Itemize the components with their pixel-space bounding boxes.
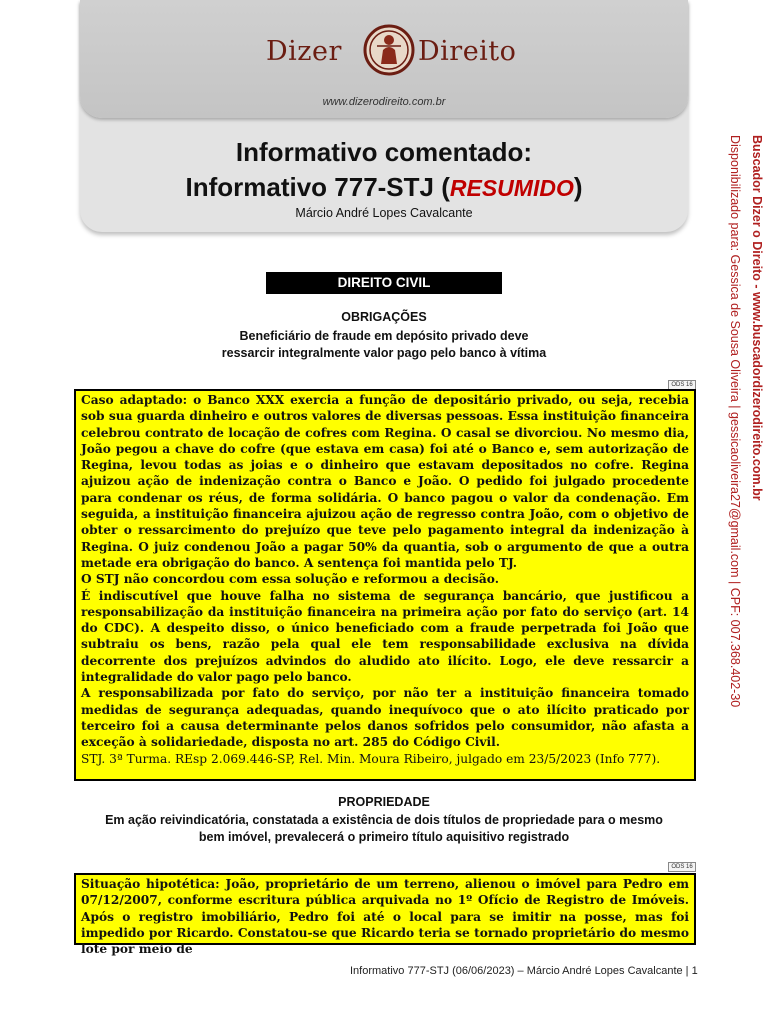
- topic-subtitle-line1: Em ação reivindicatória, constatada a existência de dois títulos de propriedade para o mesmo: [105, 813, 663, 827]
- page-title-line2: [80, 172, 688, 203]
- logo-emblem-icon: [363, 24, 415, 76]
- topic-subtitle-line1: Beneficiário de fraude em depósito privado deve: [239, 329, 529, 343]
- page-footer: Informativo 777-STJ (06/06/2023) – Márcio André Lopes Cavalcante | 1: [350, 965, 698, 977]
- ods-badge: ODS 16: [668, 380, 696, 390]
- title-resumido: RESUMIDO: [449, 175, 574, 201]
- side-watermark-line1: Buscador Dizer o Direito - www.buscadordizerodireito.com.br: [750, 135, 764, 501]
- topic-subtitle-line2: ressarcir integralmente valor pago pelo banco à vítima: [221, 346, 547, 360]
- page-title-line1: Informativo comentado:: [235, 137, 533, 167]
- case-box-obrigacoes: [74, 389, 696, 781]
- topic-title-obrigacoes: OBRIGAÇÕES: [341, 310, 427, 324]
- case-box-propriedade: [74, 873, 696, 957]
- case-paragraph: O STJ não concordou com essa solução e reformou a decisão.: [81, 572, 499, 587]
- author-name: Márcio André Lopes Cavalcante: [295, 206, 473, 220]
- logo-text-left: Dizer: [266, 36, 342, 67]
- title-main: Informativo 777-STJ (: [185, 172, 450, 202]
- ods-badge: ODS 16: [668, 862, 696, 872]
- topic-subtitle-line2: bem imóvel, prevalecerá o primeiro título aquisitivo registrado: [198, 830, 570, 844]
- case-paragraph: Caso adaptado: o Banco XXX exercia a função de depositário privado, ou seja, recebia sob sua guarda dinheiro e outros valores de diversas pessoas. Essa instituição financeira celebrou contrato de locação de cofres com Regina. O casal se divorciou. No mesmo dia, João pegou a chave do cofre (que estava em casa) foi até o Banco e, sem autorização de Regina, levou todas as joias e o dinheiro que estavam depositados no cofre. Regina ajuizou ação de indenização contra o Banco e João. O pedido foi julgado procedente para condenar os réus, de forma solidária. O banco pagou o valor da condenação. Em seguida, a instituição financeira ajuizou ação de regresso contra João, com o objetivo de obter o ressarcimento do prejuízo que teve pelo pagamento integral da indenização à Regina. O juiz condenou João a pagar 50% da quantia, sob o argumento de que a outra metade era obrigação do banco. A sentença foi mantida pelo TJ.: [81, 393, 689, 570]
- side-watermark-line2: Disponibilizado para: Gessica de Sousa Oliveira | gessicaoliveira27@gmail.com | CPF: 007.368.402-30: [728, 135, 742, 708]
- case-paragraph: É indiscutível que houve falha no sistema de segurança bancário, que justificou a responsabilização da instituição financeira na primeira ação por fato do serviço (art. 14 do CDC). A despeito disso, o único beneficiado com a fraude perpetrada foi João que subtraiu os bens, razão pela qual ele tem responsabilidade exclusiva na dívida decorrente dos prejuízos advindos do aludido ato ilícito. Logo, ele deve ressarcir a integralidade do valor pago pelo banco.: [81, 588, 689, 685]
- title-end: ): [573, 172, 583, 202]
- section-banner: DIREITO CIVIL: [266, 272, 502, 294]
- case-paragraph: Situação hipotética: João, proprietário de um terreno, alienou o imóvel para Pedro em 07/12/2007, conforme escritura pública arquivada no 1º Ofício de Registro de Imóveis. Após o registro imobiliário, Pedro foi até o local para se imitir na posse, mas foi impedido por Ricardo. Constatou-se que Ricardo teria se tornado proprietário do mesmo lote por meio de: [81, 877, 689, 957]
- side-watermark: [720, 135, 768, 875]
- header-card: [80, 0, 688, 232]
- case-paragraph: A responsabilizada por fato do serviço, por não ter a instituição financeira tomado medidas de segurança adequadas, quando inequívoco que o ato ilícito praticado por terceiro foi a causa determinante pelos danos sofridos pelo consumidor, não afasta a exceção à solidariedade, disposta no art. 285 do Código Civil.: [81, 686, 689, 750]
- logo-text-right: Direito: [418, 36, 517, 67]
- logo-banner: [80, 0, 688, 118]
- topic-title-propriedade: PROPRIEDADE: [338, 795, 430, 809]
- case-citation: STJ. 3ª Turma. REsp 2.069.446-SP, Rel. Min. Moura Ribeiro, julgado em 23/5/2023 (Info 777).: [81, 751, 661, 766]
- logo-url[interactable]: www.dizerodireito.com.br: [322, 96, 446, 108]
